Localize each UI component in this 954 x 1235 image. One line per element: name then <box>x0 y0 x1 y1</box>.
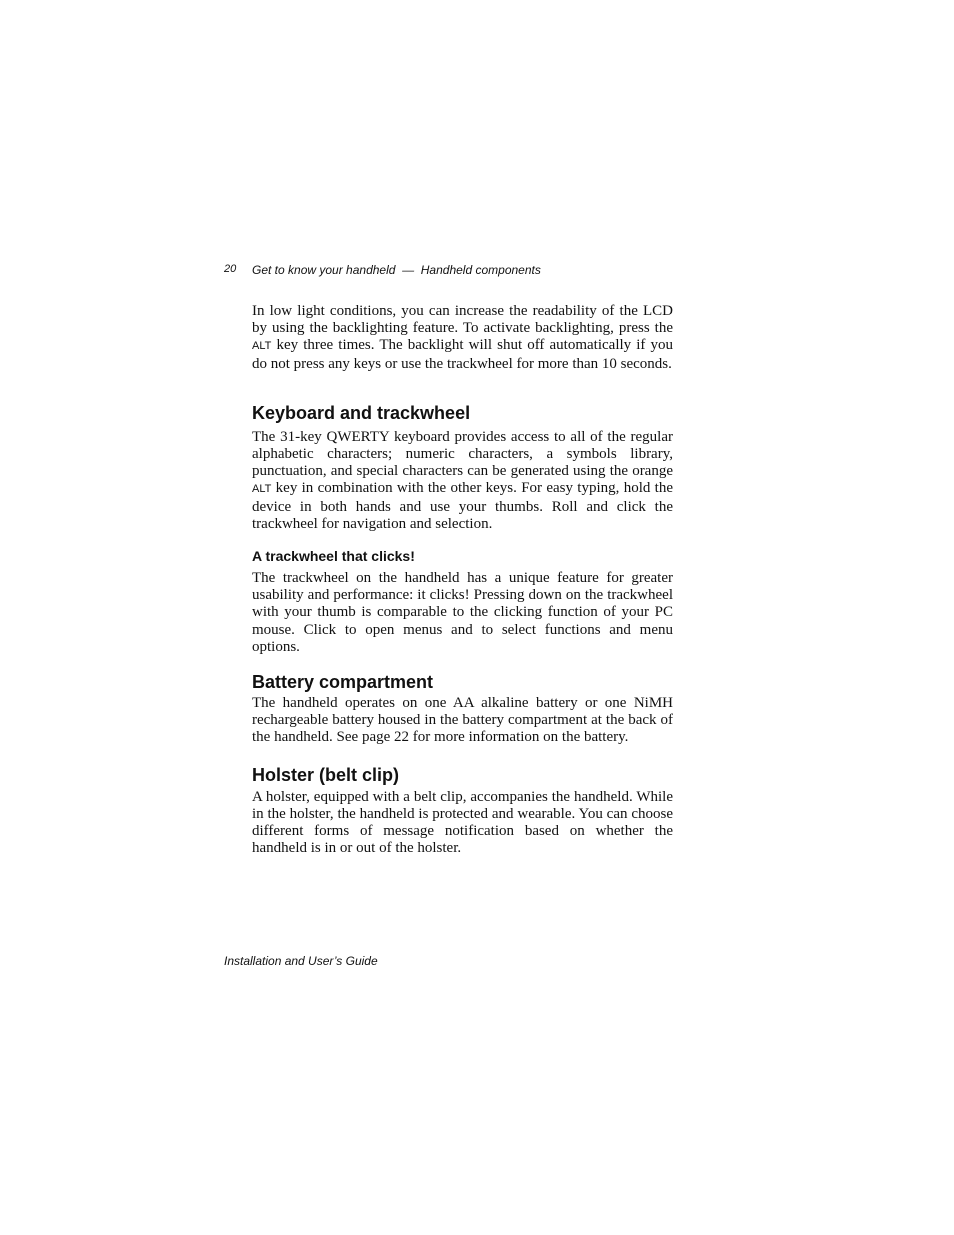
holster-paragraph: A holster, equipped with a belt clip, accompanies the handheld. While in the holster, the handheld is protected and wearable. You can choose different forms of message notification based on whether the handheld is in or out of the holster. <box>252 788 673 857</box>
alt-key-label: ALT <box>252 483 272 496</box>
running-header: Get to know your handheld — Handheld components <box>252 263 541 277</box>
page-number: 20 <box>224 263 237 275</box>
intro-text-end: key three times. The backlight will shut off automatically if you do not press any keys or use the trackwheel for more than 10 seconds. <box>252 337 673 372</box>
trackwheel-paragraph: The trackwheel on the handheld has a unique feature for greater usability and performance: it clicks! Pressing down on the trackwheel with your thumb is comparable to the clicking function of your PC mouse. Click to open menus and to select functions and menu options. <box>252 570 673 655</box>
keyboard-heading: Keyboard and trackwheel <box>252 402 471 423</box>
keyboard-text-end: key in combination with the other keys. For easy typing, hold the device in both hands and use your thumbs. Roll and click the trackwheel for navigation and selection. <box>252 480 673 532</box>
intro-text-start: In low light conditions, you can increase the readability of the LCD by using the backlighting feature. To activate backlighting, press the <box>252 303 673 337</box>
keyboard-text-start: The 31-key QWERTY keyboard provides access to all of the regular alphabetic characters; numeric characters, a symbols library, punctuation, and special characters can be generated using the orange <box>252 428 673 480</box>
footer-title: Installation and User’s Guide <box>224 954 378 968</box>
holster-heading: Holster (belt clip) <box>252 764 400 785</box>
page-content <box>252 303 673 857</box>
keyboard-paragraph <box>252 429 673 533</box>
battery-paragraph: The handheld operates on one AA alkaline battery or one NiMH rechargeable battery housed in the battery compartment at the back of the handheld. See page 22 for more information on the battery. <box>252 695 673 746</box>
trackwheel-heading: A trackwheel that clicks! <box>252 548 415 565</box>
intro-paragraph <box>252 303 673 373</box>
alt-key-label: ALT <box>252 340 272 353</box>
battery-heading: Battery compartment <box>252 672 434 693</box>
